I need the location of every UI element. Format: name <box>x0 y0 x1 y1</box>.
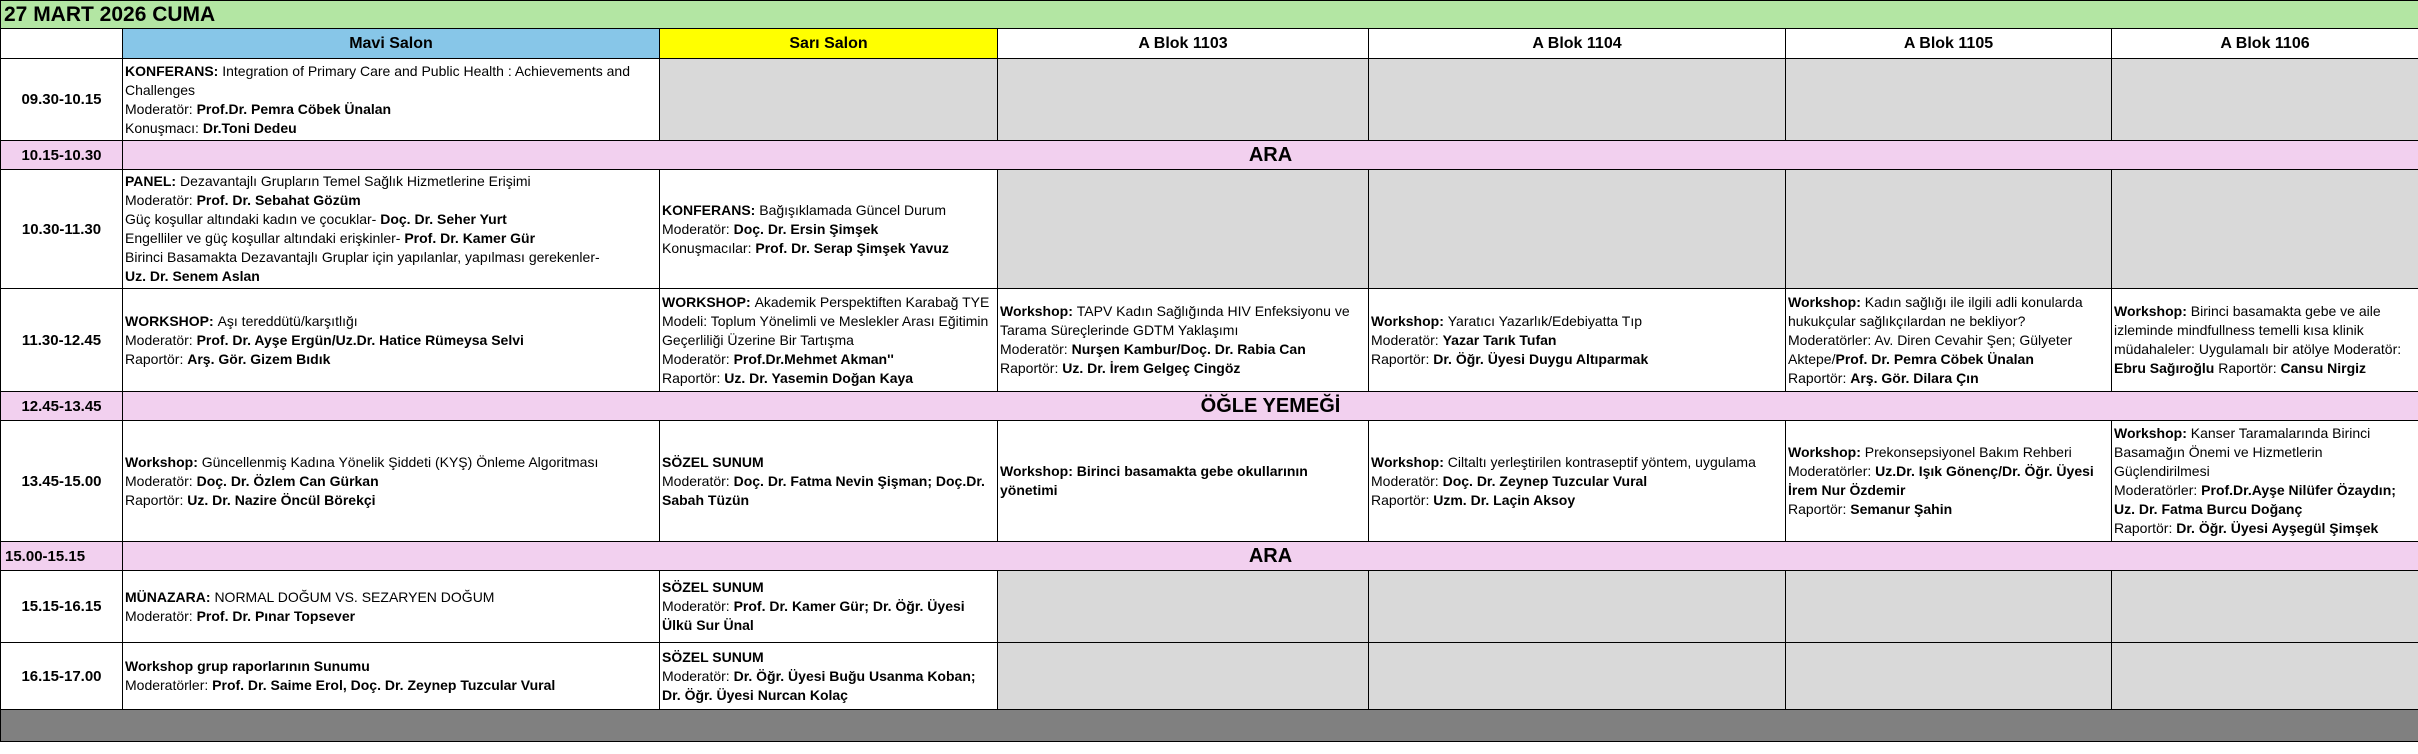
text: Bağışıklamada Güncel Durum <box>759 201 946 218</box>
text: Kanser Taramalarında Birinci Basamağın Önemi ve Hizmetlerin Güçlendirilmesi <box>2114 425 2371 479</box>
bold-text: Workshop: <box>1371 312 1448 329</box>
session-line <box>125 491 657 510</box>
bold-text: Workshop: <box>1371 453 1448 470</box>
bold-text: Prof.Dr. Pemra Cöbek Ünalan <box>196 100 392 117</box>
text: Moderatör: <box>125 607 197 624</box>
text: Aşı tereddütü/karşıtlığı <box>217 312 358 329</box>
time-slot: 12.45-13.45 <box>1 392 123 421</box>
text: Moderatör: <box>125 331 197 348</box>
empty-session-cell <box>1786 59 2112 141</box>
page-title: 27 MART 2026 CUMA <box>1 1 2418 29</box>
bold-text: Yazar Tarık Tufan <box>1442 331 1557 348</box>
session-line <box>125 191 657 210</box>
session-cell <box>1786 289 2112 392</box>
session-line <box>125 172 657 191</box>
empty-session-cell <box>998 170 1369 289</box>
session-line <box>1788 331 2109 369</box>
session-line <box>125 248 657 267</box>
bold-text: Workshop: <box>1788 444 1865 460</box>
text: TAPV Kadın Sağlığında HIV Enfeksiyonu ve Tarama Süreçlerinde GDTM Yaklaşımı <box>1000 303 1350 338</box>
bold-text: Nurşen Kambur/Doç. Dr. Rabia Can <box>1071 341 1306 357</box>
session-line <box>662 578 995 597</box>
session-line <box>125 210 657 229</box>
text: Raportör: <box>125 350 188 367</box>
bold-text: Arş. Gör. Dilara Çın <box>1850 369 1979 386</box>
empty-session-cell <box>1786 643 2112 710</box>
bold-text: Doç. Dr. Fatma Nevin Şişman; Doç.Dr. Sabah Tüzün <box>662 472 985 508</box>
session-line <box>662 648 995 667</box>
bold-text: Doç. Dr. Özlem Can Gürkan <box>196 472 379 489</box>
bold-text: Uz. Dr. Senem Aslan <box>125 268 260 284</box>
bold-text: Doç. Dr. Ersin Şimşek <box>733 220 879 237</box>
bold-text: WORKSHOP: <box>125 312 218 329</box>
bold-text: Workshop: <box>2114 303 2191 319</box>
time-header <box>1 29 123 59</box>
session-cell <box>123 59 660 141</box>
empty-session-cell <box>2112 59 2418 141</box>
session-row <box>1 289 2418 392</box>
text: Akademik Perspektiften Karabağ TYE Modeli: Toplum Yönelimli ve Meslekler Arası Eğitimin Geçerliliği Üzerine Bir Tartışma <box>662 293 990 348</box>
bold-text: Prof.Dr.Ayşe Nilüfer Özaydın; Uz. Dr. Fatma Burcu Doğanç <box>2114 482 2396 517</box>
bold-text: Workshop: <box>1788 293 1865 310</box>
session-line <box>2114 481 2416 519</box>
session-line <box>1788 443 2109 462</box>
session-line <box>1000 302 1366 340</box>
column-header-a-blok-1103: A Blok 1103 <box>998 29 1369 59</box>
text: Moderatör: <box>662 667 734 684</box>
bold-text: Uz. Dr. İrem Gelgeç Cingöz <box>1062 360 1241 376</box>
session-line <box>662 453 995 472</box>
session-cell <box>123 421 660 542</box>
text: Raportör: <box>2214 360 2281 376</box>
text: Yaratıcı Yazarlık/Edebiyatta Tıp <box>1447 312 1643 329</box>
session-cell <box>1369 289 1786 392</box>
session-line <box>1371 491 1783 510</box>
text: Moderatör: <box>125 472 197 489</box>
session-line <box>1371 331 1783 350</box>
text: Moderatör: <box>125 100 197 117</box>
empty-session-cell <box>998 571 1369 643</box>
session-line <box>125 267 657 286</box>
bold-text: Dr. Öğr. Üyesi Ayşegül Şimşek <box>2176 520 2379 536</box>
empty-session-cell <box>2112 643 2418 710</box>
session-line <box>125 350 657 369</box>
empty-session-cell <box>1786 170 2112 289</box>
text: Dezavantajlı Grupların Temel Sağlık Hizmetlerine Erişimi <box>179 173 531 189</box>
text: Moderatörler: <box>2114 482 2202 498</box>
session-line <box>2114 302 2416 378</box>
text: Moderatör: <box>662 220 734 237</box>
header-row <box>1 29 2418 59</box>
session-line <box>662 597 995 635</box>
session-line <box>125 62 657 100</box>
session-line <box>662 220 995 239</box>
session-line <box>125 312 657 331</box>
session-row <box>1 170 2418 289</box>
session-line <box>125 100 657 119</box>
session-line <box>1000 340 1366 359</box>
bold-text: Doç. Dr. Zeynep Tuzcular Vural <box>1442 472 1648 489</box>
session-line <box>125 453 657 472</box>
text: Moderatör: <box>662 598 734 614</box>
text: Prekonsepsiyonel Bakım Rehberi <box>1864 444 2072 460</box>
session-cell <box>660 421 998 542</box>
column-header-a-blok-1106: A Blok 1106 <box>2112 29 2418 59</box>
bold-text: MÜNAZARA: <box>125 588 215 605</box>
text: Moderatör: <box>125 192 197 208</box>
text: Moderatör: <box>662 472 734 489</box>
text: Birinci basamakta gebe ve aile izleminde mindfullness temelli kısa klinik müdahaleler: Uygulamalı bir atölye Moderatör: <box>2114 303 2402 357</box>
session-line <box>1788 369 2109 388</box>
bold-text: Prof. Dr. Kamer Gür <box>404 230 536 246</box>
empty-session-cell <box>998 643 1369 710</box>
session-line <box>125 119 657 138</box>
bold-text: WORKSHOP: <box>662 293 755 310</box>
text: Konuşmacılar: <box>662 239 756 256</box>
text: Raportör: <box>125 491 188 508</box>
session-row <box>1 59 2418 141</box>
session-line <box>1000 462 1366 500</box>
session-cell <box>660 170 998 289</box>
bold-text: Uz. Dr. Yasemin Doğan Kaya <box>724 369 914 386</box>
session-row <box>1 421 2418 542</box>
time-slot: 10.30-11.30 <box>1 170 123 289</box>
bold-text: Dr.Toni Dedeu <box>202 119 297 136</box>
text: Güç koşullar altındaki kadın ve çocuklar- <box>125 211 381 227</box>
bold-text: Prof.Dr.Mehmet Akman'' <box>733 350 894 367</box>
text: Ciltaltı yerleştirilen kontraseptif yöntem, uygulama <box>1447 453 1756 470</box>
bold-text: Doç. Dr. Seher Yurt <box>380 211 507 227</box>
session-line <box>662 369 995 388</box>
bold-text: SÖZEL SUNUM <box>662 579 764 595</box>
bold-text: Dr. Öğr. Üyesi Buğu Usanma Koban; Dr. Öğr. Üyesi Nurcan Kolaç <box>662 667 976 703</box>
session-line <box>125 607 657 626</box>
session-line <box>125 472 657 491</box>
session-line <box>1371 472 1783 491</box>
break-row <box>1 542 2418 571</box>
time-slot: 15.15-16.15 <box>1 571 123 643</box>
text: Güncellenmiş Kadına Yönelik Şiddeti (KYŞ) Önleme Algoritması <box>201 453 599 470</box>
bold-text: SÖZEL SUNUM <box>662 453 764 470</box>
bold-text: Prof. Dr. Pemra Cöbek Ünalan <box>1835 350 2034 367</box>
session-row <box>1 571 2418 643</box>
bold-text: PANEL: <box>125 173 180 189</box>
text: Moderatör: <box>1371 331 1443 348</box>
bold-text: Birinci basamakta gebe okullarının yönetimi <box>1000 463 1308 498</box>
session-line <box>125 657 657 676</box>
empty-session-cell <box>1786 571 2112 643</box>
break-row <box>1 392 2418 421</box>
session-row <box>1 643 2418 710</box>
session-cell <box>123 289 660 392</box>
session-line <box>662 350 995 369</box>
text: Moderatörler: Av. Diren Cevahir Şen; Gülyeter Aktepe/ <box>1788 331 2073 367</box>
text: Kadın sağlığı ile ilgili adli konularda hukukçular sağlıkçılardan ne bekliyor? <box>1788 293 2083 329</box>
bold-text: Workshop grup raporlarının Sunumu <box>125 658 370 674</box>
empty-session-cell <box>1369 571 1786 643</box>
footer-band <box>1 710 2418 742</box>
text: Raportör: <box>1371 491 1434 508</box>
break-label: ÖĞLE YEMEĞİ <box>123 392 2418 421</box>
bold-text: Prof. Dr. Kamer Gür; Dr. Öğr. Üyesi Ülkü Sur Ünal <box>662 598 965 633</box>
session-cell <box>123 571 660 643</box>
text: Moderatörler: <box>1788 463 1876 479</box>
footer-fill <box>1 710 2418 742</box>
text: Moderatör: <box>1371 472 1443 489</box>
empty-session-cell <box>1369 170 1786 289</box>
session-cell <box>2112 289 2418 392</box>
text: Raportör: <box>2114 520 2177 536</box>
session-cell <box>123 643 660 710</box>
session-line <box>125 331 657 350</box>
session-line <box>662 667 995 705</box>
bold-text: Prof. Dr. Saime Erol, Doç. Dr. Zeynep Tuzcular Vural <box>212 677 556 693</box>
text: Raportör: <box>1788 501 1851 517</box>
empty-session-cell <box>2112 571 2418 643</box>
session-line <box>1371 312 1783 331</box>
bold-text: Ebru Sağıroğlu <box>2114 360 2215 376</box>
text: Engelliler ve güç koşullar altındaki erişkinler- <box>125 230 405 246</box>
time-slot: 16.15-17.00 <box>1 643 123 710</box>
break-label: ARA <box>123 141 2418 170</box>
column-header-a-blok-1104: A Blok 1104 <box>1369 29 1786 59</box>
bold-text: KONFERANS: <box>662 201 760 218</box>
session-line <box>125 229 657 248</box>
empty-session-cell <box>2112 170 2418 289</box>
bold-text: Cansu Nirgiz <box>2280 360 2367 376</box>
session-line <box>125 588 657 607</box>
bold-text: Uzm. Dr. Laçin Aksoy <box>1433 491 1576 508</box>
bold-text: Arş. Gör. Gizem Bıdık <box>187 350 331 367</box>
time-slot: 09.30-10.15 <box>1 59 123 141</box>
empty-session-cell <box>1369 643 1786 710</box>
bold-text: Uz. Dr. Nazire Öncül Börekçi <box>187 491 376 508</box>
session-line <box>662 239 995 258</box>
bold-text: Dr. Öğr. Üyesi Duygu Altıparmak <box>1433 350 1649 367</box>
session-cell <box>660 571 998 643</box>
break-row <box>1 141 2418 170</box>
column-header-mavi-salon: Mavi Salon <box>123 29 660 59</box>
column-header-a-blok-1105: A Blok 1105 <box>1786 29 2112 59</box>
session-line <box>2114 519 2416 538</box>
session-cell <box>2112 421 2418 542</box>
text: Moderatörler: <box>125 677 213 693</box>
text: Raportör: <box>1788 369 1851 386</box>
bold-text: Workshop: <box>2114 425 2191 441</box>
column-header-sari-salon: Sarı Salon <box>660 29 998 59</box>
session-line <box>1788 293 2109 331</box>
session-cell <box>660 289 998 392</box>
session-cell <box>1369 421 1786 542</box>
bold-text: Prof. Dr. Sebahat Gözüm <box>196 192 361 208</box>
session-cell <box>998 289 1369 392</box>
text: Konuşmacı: <box>125 119 203 136</box>
text: Integration of Primary Care and Public Health : Achievements and Challenges <box>125 62 631 98</box>
session-cell <box>123 170 660 289</box>
text: Raportör: <box>662 369 725 386</box>
session-cell <box>1786 421 2112 542</box>
bold-text: Workshop: <box>1000 463 1077 479</box>
empty-session-cell <box>660 59 998 141</box>
session-line <box>1788 500 2109 519</box>
time-slot: 13.45-15.00 <box>1 421 123 542</box>
session-line <box>1788 462 2109 500</box>
time-slot: 10.15-10.30 <box>1 141 123 170</box>
session-line <box>662 293 995 350</box>
bold-text: Prof. Dr. Serap Şimşek Yavuz <box>755 239 949 256</box>
bold-text: SÖZEL SUNUM <box>662 648 764 665</box>
text: NORMAL DOĞUM VS. SEZARYEN DOĞUM <box>214 588 495 605</box>
empty-session-cell <box>1369 59 1786 141</box>
bold-text: Uz.Dr. Işık Gönenç/Dr. Öğr. Üyesi İrem Nur Özdemir <box>1788 463 2094 498</box>
empty-session-cell <box>998 59 1369 141</box>
text: Raportör: <box>1371 350 1434 367</box>
session-cell <box>660 643 998 710</box>
session-line <box>2114 424 2416 481</box>
bold-text: Prof. Dr. Pınar Topsever <box>196 607 356 624</box>
bold-text: KONFERANS: <box>125 62 223 79</box>
text: Raportör: <box>1000 360 1063 376</box>
session-line <box>1371 350 1783 369</box>
text: Moderatör: <box>662 350 734 367</box>
break-label: ARA <box>123 542 2418 571</box>
bold-text: Prof. Dr. Ayşe Ergün/Uz.Dr. Hatice Rümeysa Selvi <box>196 331 524 348</box>
bold-text: Workshop: <box>125 453 202 470</box>
session-line <box>662 201 995 220</box>
time-slot: 11.30-12.45 <box>1 289 123 392</box>
session-line <box>125 676 657 695</box>
text: Birinci Basamakta Dezavantajlı Gruplar için yapılanlar, yapılması gerekenler- <box>125 249 600 265</box>
time-slot: 15.00-15.15 <box>1 542 123 571</box>
session-line <box>1000 359 1366 378</box>
session-line <box>662 472 995 510</box>
session-line <box>1371 453 1783 472</box>
bold-text: Workshop: <box>1000 303 1077 319</box>
bold-text: Semanur Şahin <box>1850 501 1953 517</box>
session-cell <box>998 421 1369 542</box>
text: Moderatör: <box>1000 341 1072 357</box>
